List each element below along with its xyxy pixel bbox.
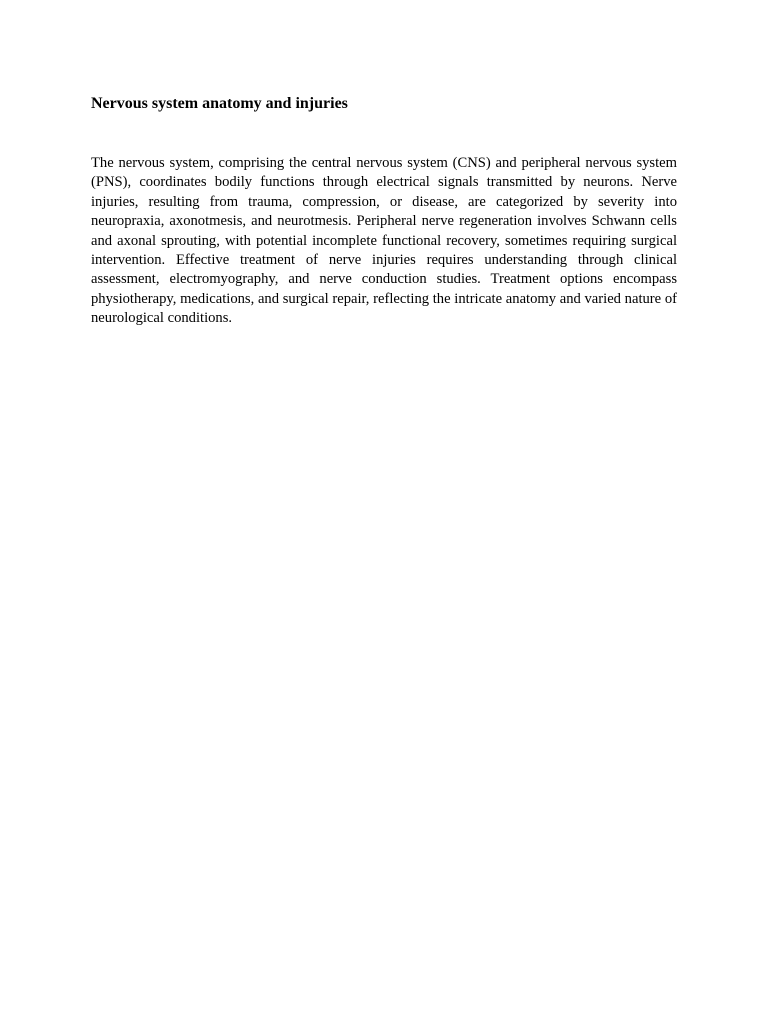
document-title: Nervous system anatomy and injuries — [91, 95, 348, 112]
body-paragraph: The nervous system, comprising the central nervous system (CNS) and peripheral nervous system (PNS), coordinates bodily functions through electrical signals transmitted by neurons. Nerve injuries, resulting from trauma, compression, or disease, are categorized by severity into neuropraxia, axonotmesis, and neurotmesis. Peripheral nerve regeneration involves Schwann cells and axonal sprouting, with potential incomplete functional recovery, sometimes requiring surgical intervention. Effective treatment of nerve injuries requires understanding through clinical assessment, electromyography, and nerve conduction studies. Treatment options encompass physiotherapy, medications, and surgical repair, reflecting the intricate anatomy and varied nature of neurological conditions. — [91, 155, 677, 327]
